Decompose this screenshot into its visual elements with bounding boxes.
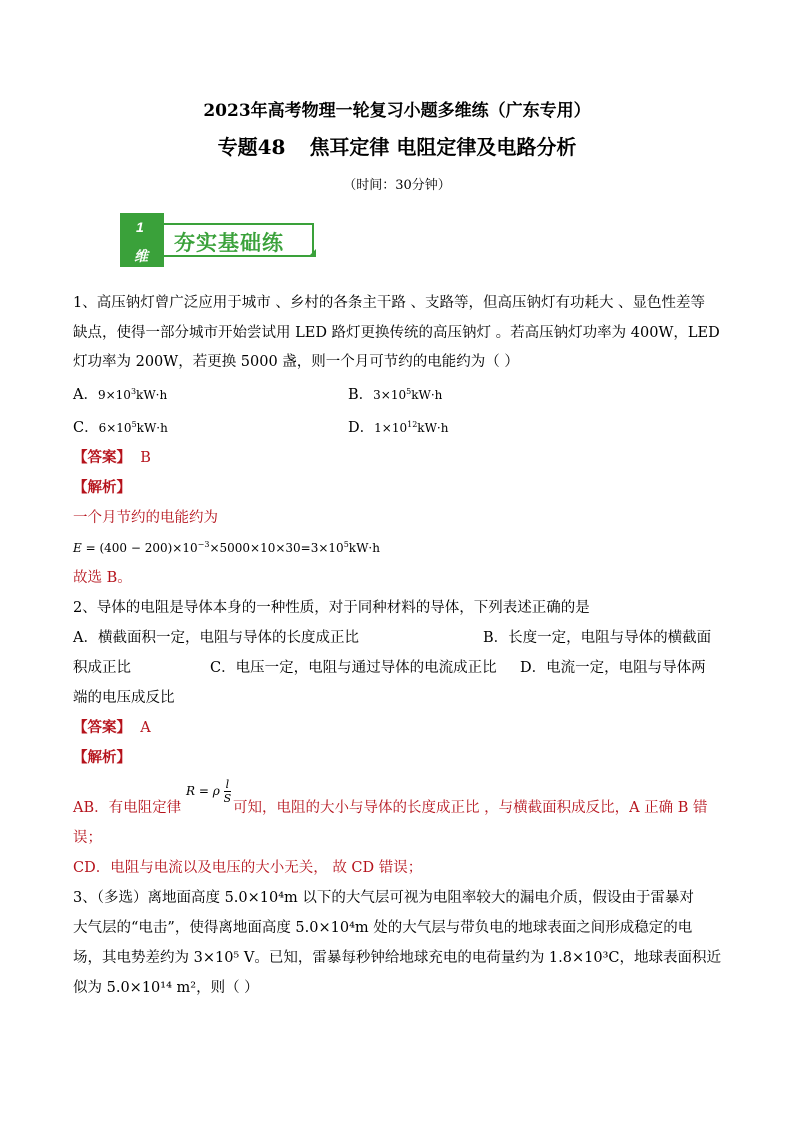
option-b-label: B． [348, 387, 374, 403]
q2-option-d: D．电流一定，电阻与导体两 [520, 660, 706, 676]
q2-option-b-cont: 积成正比 [73, 660, 131, 676]
formula-exp1: −3 [197, 540, 210, 549]
topic-name: 焦耳定律 电阻定律及电路分析 [309, 135, 577, 159]
topic-title [0, 131, 794, 160]
q2-analysis-ab-prefix: AB．有电阻定律 [73, 800, 182, 816]
badge-label: 夯实基础练 [174, 231, 284, 255]
page-title: 2023年高考物理一轮复习小题多维练（广东专用） [203, 101, 591, 121]
q1-formula [73, 538, 380, 558]
answer-label: 【答案】 [73, 719, 131, 736]
q1-option-c [73, 418, 168, 438]
formula-unit: kW·h [348, 541, 380, 555]
answer-label: 【答案】 [73, 449, 131, 466]
q2-option-a: A．横截面积一定，电阻与导体的长度成正比 [73, 630, 359, 646]
option-a-label: A． [73, 387, 98, 403]
q1-analysis-label: 【解析】 [73, 479, 131, 496]
time-note: （时间：30分钟） [343, 178, 451, 193]
q1-option-b [348, 385, 442, 405]
q3-stem-line2: 大气层的“电击”，使得离地面高度 5.0×10⁴m 处的大气层与带负电的地球表面之间形成稳定的电 [73, 920, 693, 936]
q2-option-c: C．电压一定，电阻与通过导体的电流成正比 [210, 660, 497, 676]
option-a-exp: 3 [130, 387, 137, 396]
option-c-exp: 5 [131, 420, 137, 429]
q2-answer [73, 718, 151, 738]
q1-answer [73, 448, 151, 468]
q2-stem: 2、导体的电阻是导体本身的一种性质，对于同种材料的导体，下列表述正确的是 [73, 600, 590, 616]
badge-number: 1 [136, 219, 144, 235]
formula-r: R [186, 784, 196, 798]
formula-mid: ×5000×10×30=3×10 [209, 541, 344, 555]
option-b-unit: kW·h [411, 388, 443, 402]
option-c-label: C． [73, 420, 99, 436]
option-b-value: 3×10 [373, 388, 407, 402]
option-d-unit: kW·h [417, 421, 449, 435]
q2-analysis-cd: CD．电阻与电流以及电压的大小无关， 故 CD 错误； [73, 860, 423, 876]
q1-stem-line2: 缺点，使得一部分城市开始尝试用 LED 路灯更换传统的高压钠灯 。若高压钠灯功率为 400W，LED [73, 325, 720, 341]
option-c-unit: kW·h [136, 421, 168, 435]
formula-body: = (400 − 200)×10 [81, 541, 198, 555]
option-c-value: 6×10 [98, 421, 132, 435]
option-a-value: 9×10 [97, 388, 131, 402]
q3-stem-line1: 3、（多选）离地面高度 5.0×10⁴m 以下的大气层可视为电阻率较大的漏电介质，假设由于雷暴对 [73, 890, 694, 906]
q2-analysis-ab-line2: 误； [73, 830, 102, 846]
q3-stem-line3: 场，其电势差约为 3×10⁵ V。已知，雷暴每秒钟给地球充电的电荷量约为 1.8×10³C，地球表面积近 [73, 950, 722, 966]
formula-denominator: S [223, 792, 232, 805]
q2-resistance-formula: R = ρ $\frac{l}{S}$ [186, 778, 232, 805]
badge-suffix: 维 [134, 249, 148, 265]
option-b-exp: 5 [406, 387, 412, 396]
q1-stem-line3: 灯功率为 200W，若更换 5000 盏，则一个月可节约的电能约为（ ） [73, 354, 519, 370]
q2-option-b: B．长度一定，电阻与导体的横截面 [483, 630, 712, 646]
q1-conclusion: 故选 B。 [73, 570, 132, 586]
formula-symbol: E [73, 541, 82, 555]
answer-value: A [140, 720, 151, 736]
q1-analysis-text: 一个月节约的电能约为 [73, 510, 218, 526]
formula-fraction [224, 778, 232, 805]
option-d-label: D． [348, 420, 375, 436]
q2-analysis-label: 【解析】 [73, 749, 131, 766]
q3-stem-line4: 似为 5.0×10¹⁴ m²，则（ ） [73, 980, 259, 996]
topic-number: 专题48 [217, 135, 286, 159]
section-badge [120, 213, 316, 269]
formula-exp2: 5 [343, 540, 349, 549]
answer-value: B [140, 450, 151, 466]
q2-option-d-cont: 端的电压成反比 [73, 690, 175, 706]
formula-numerator: l [224, 778, 232, 792]
badge-corner-icon [308, 249, 316, 257]
formula-rho: ρ [212, 784, 220, 798]
option-d-exp: 12 [407, 420, 418, 429]
q1-option-d [348, 418, 448, 438]
option-d-value: 1×10 [374, 421, 408, 435]
q1-stem-line1: 1、高压钠灯曾广泛应用于城市 、乡村的各条主干路 、支路等，但高压钠灯有功耗大 、显色性差等 [73, 295, 706, 311]
q2-analysis-ab-suffix: 可知，电阻的大小与导体的长度成正比 ，与横截面积成反比，A 正确 B 错 [233, 800, 708, 816]
q1-option-a: A．$9\times 10^3kW\cdot h$ [73, 387, 168, 403]
